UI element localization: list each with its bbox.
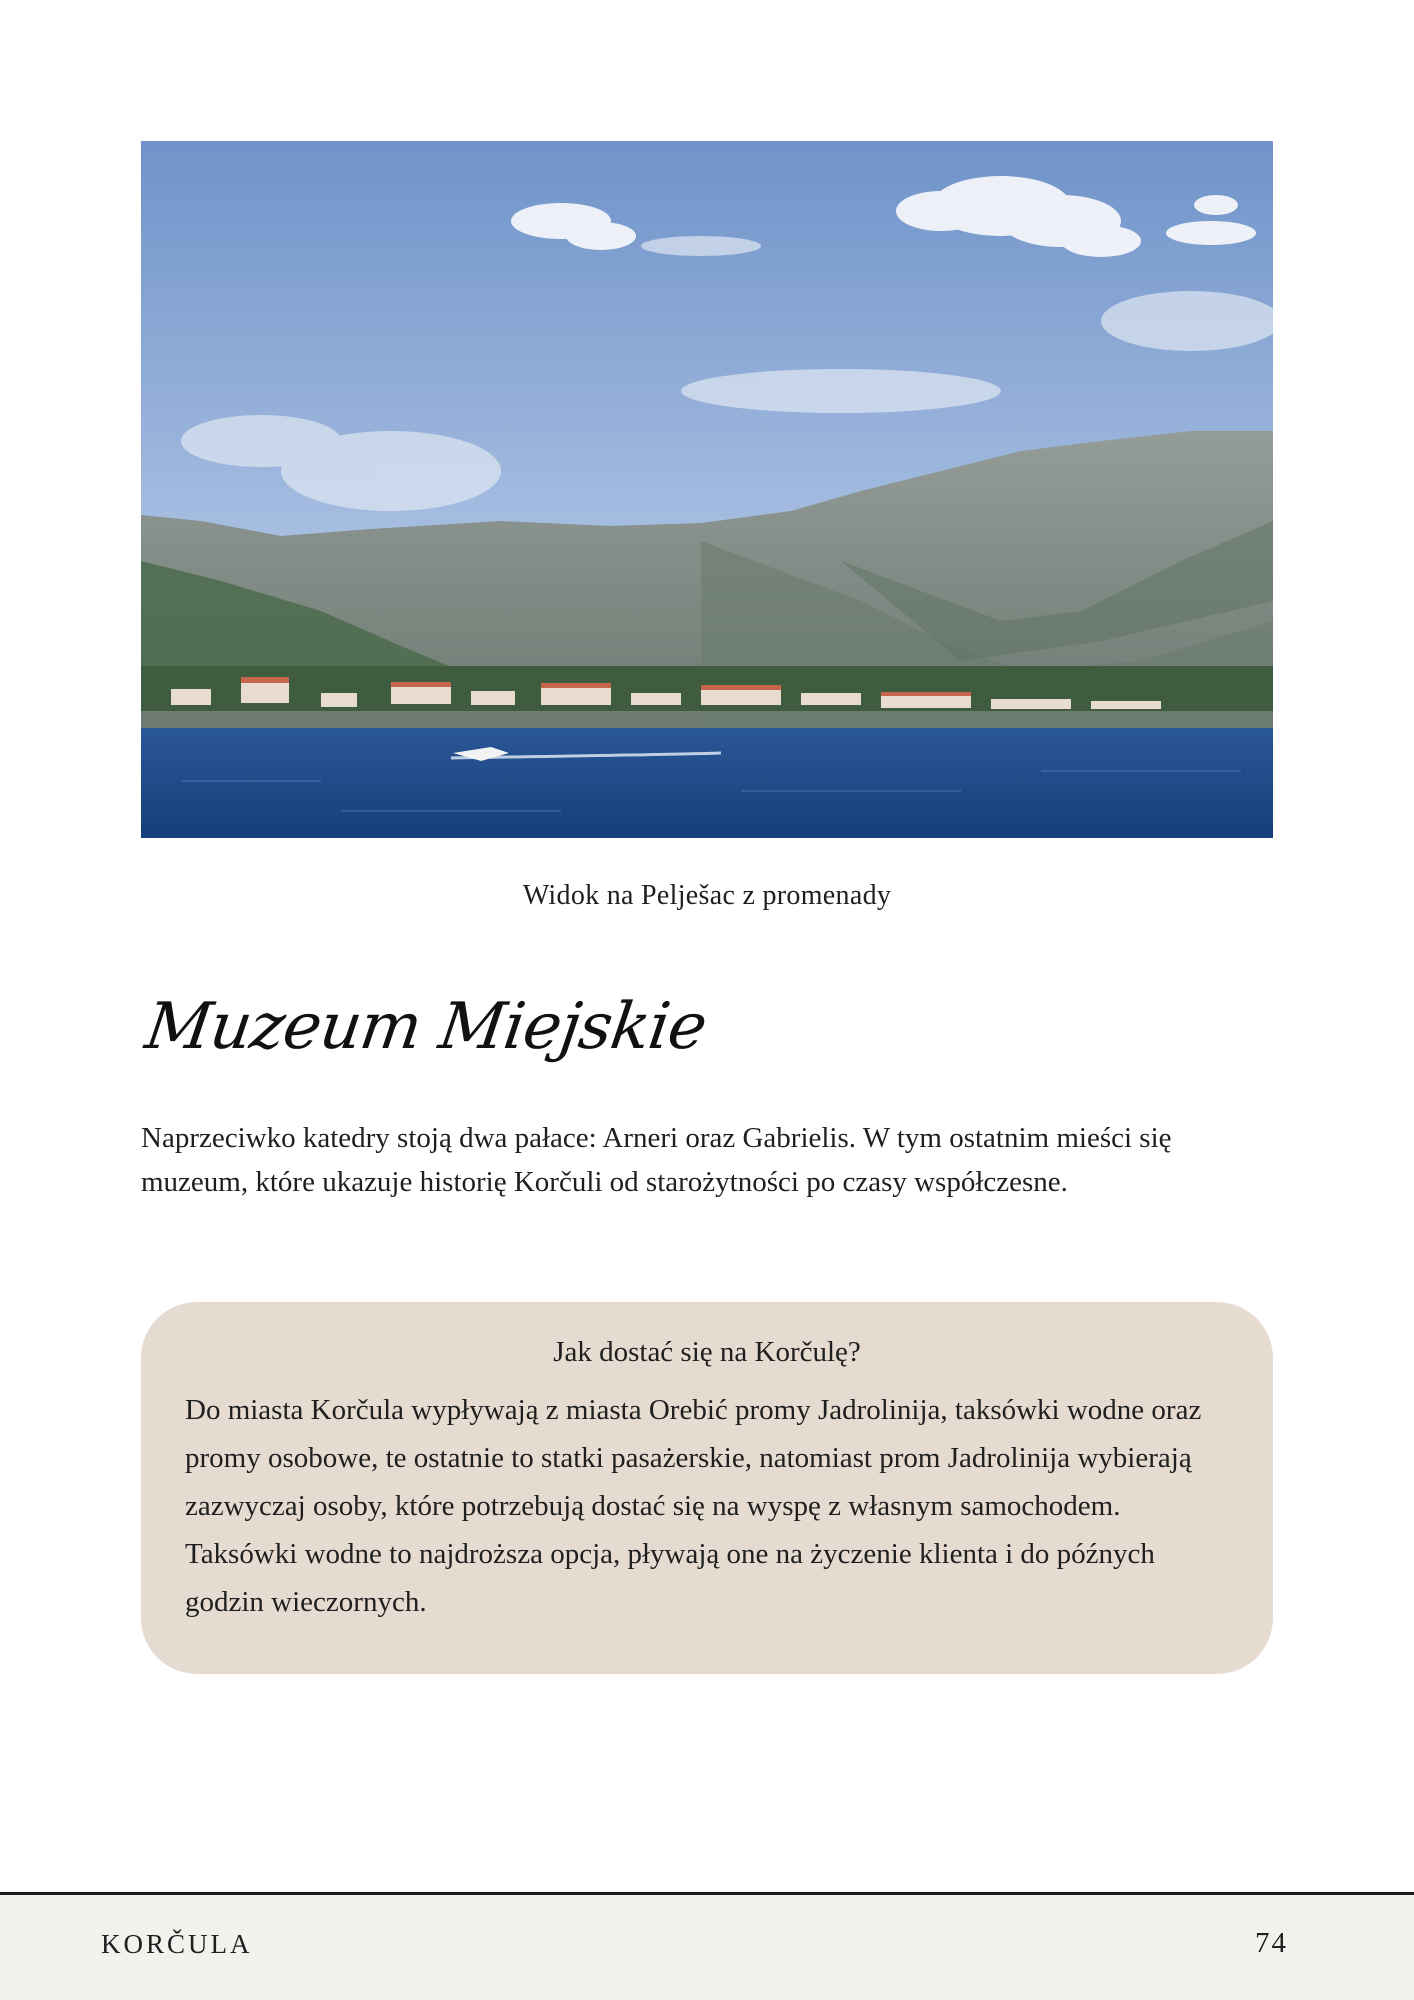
info-box-title: Jak dostać się na Korčulę? [553, 1336, 861, 1368]
footer-label: KORČULA [101, 1929, 253, 1959]
info-box [141, 1302, 1273, 1674]
page-footer [0, 1895, 1414, 2000]
info-box-text: Do miasta Korčula wypływają z miasta Orebić promy Jadrolinija, taksówki wodne oraz promy osobowe, te ostatnie to statki pasażerskie, natomiast prom Jadrolinija wybierają zazwyczaj osoby, które potrzebują dostać się na wyspę z własnym samochodem. Taksówki wodne to najdroższa opcja, pływają one na życzenie klienta i do późnych godzin wieczornych. [185, 1394, 1202, 1618]
section-title: Muzeum Miejskie [141, 990, 711, 1064]
peljesac-view-image [141, 141, 1273, 838]
section-paragraph: Naprzeciwko katedry stoją dwa pałace: Arneri oraz Gabrielis. W tym ostatnim mieści się muzeum, które ukazuje historię Korčuli od starożytności po czasy współczesne. [141, 1122, 1172, 1198]
photo-caption: Widok na Pelješac z promenady [522, 880, 892, 911]
landscape-photo [141, 141, 1273, 838]
page-number: 74 [1255, 1927, 1288, 1959]
